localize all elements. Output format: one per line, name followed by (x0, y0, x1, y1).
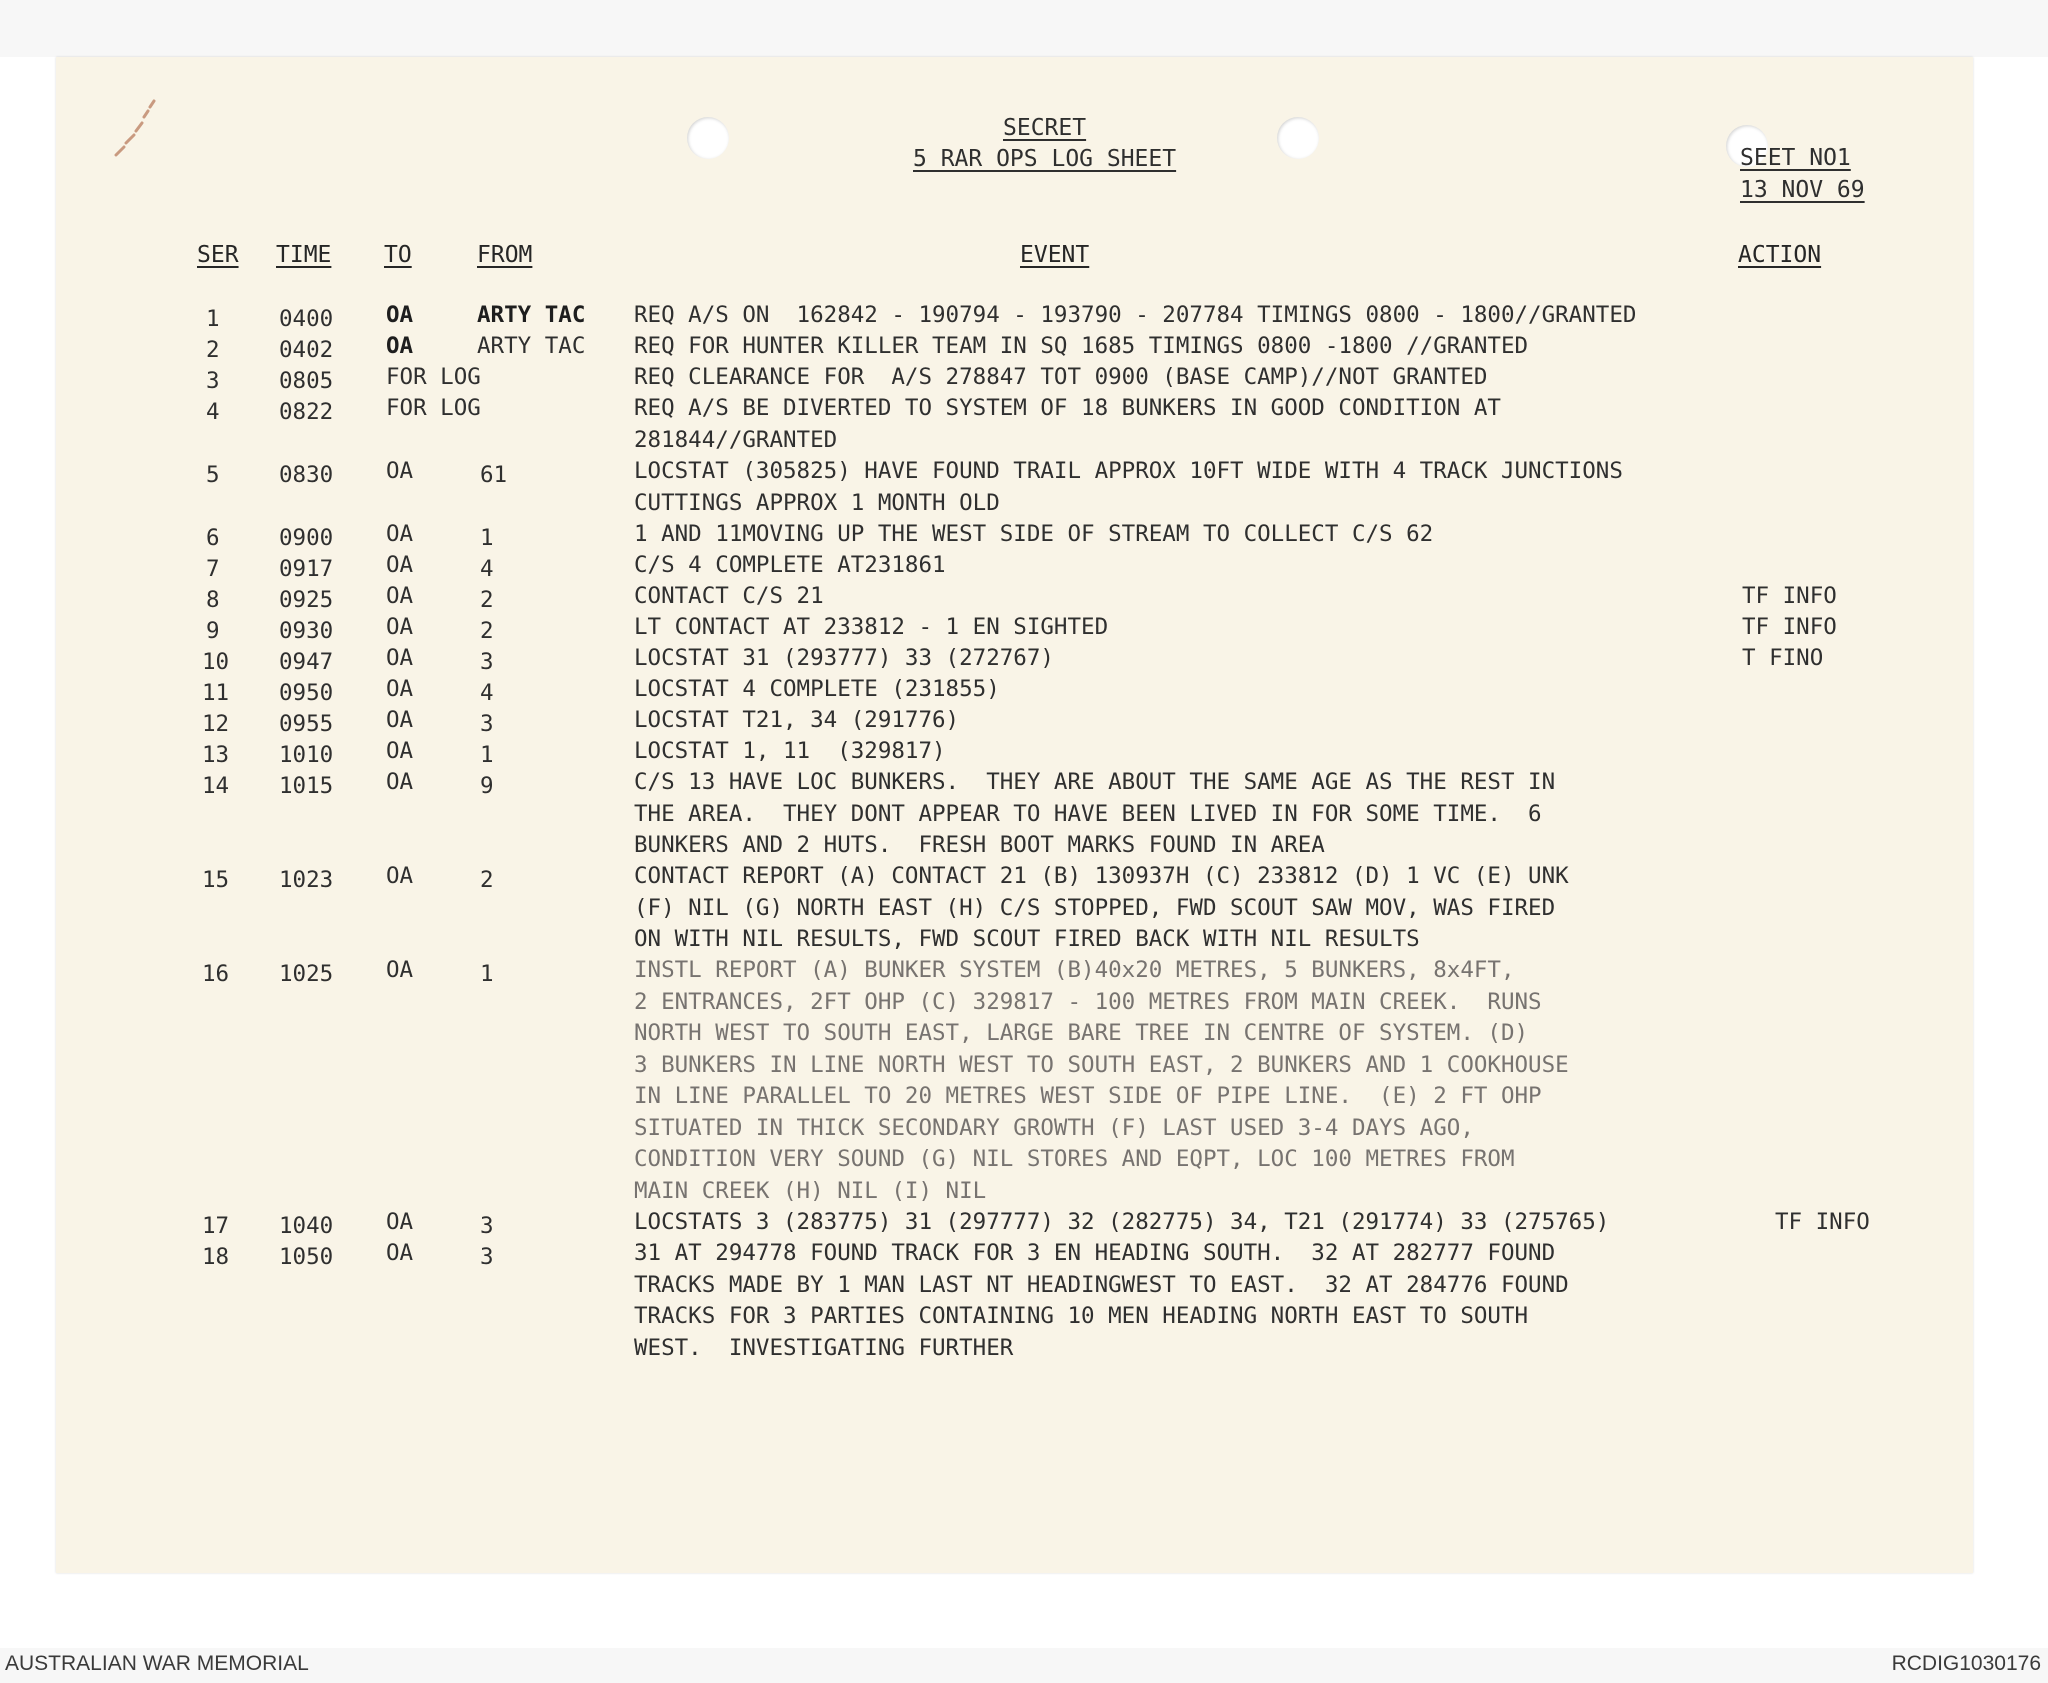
entry-time: 0822 (279, 399, 334, 425)
entry-from: 4 (480, 556, 494, 582)
entry-event-line: LOCSTATS 3 (283775) 31 (297777) 32 (282775) 34, T21 (291774) 33 (275765) (634, 1209, 1610, 1235)
entry-serial: 15 (202, 867, 230, 893)
footer-institution: AUSTRALIAN WAR MEMORIAL (5, 1652, 309, 1675)
punch-hole (1277, 117, 1319, 159)
entry-to: OA (386, 707, 414, 733)
entry-from: 3 (480, 711, 494, 737)
column-header-action: ACTION (1738, 242, 1822, 268)
entry-event-line: LT CONTACT AT 233812 - 1 EN SIGHTED (634, 614, 1109, 640)
entry-to: OA (386, 738, 414, 764)
column-header-to: TO (384, 242, 412, 268)
entry-time: 1023 (279, 867, 334, 893)
entry-from: 9 (480, 773, 494, 799)
entry-from: 3 (480, 1213, 494, 1239)
entry-to: OA (386, 458, 414, 484)
entry-event-line: 31 AT 294778 FOUND TRACK FOR 3 EN HEADING SOUTH. 32 AT 282777 FOUND (634, 1240, 1556, 1266)
entry-time: 0950 (279, 680, 334, 706)
entry-time: 0805 (279, 368, 334, 394)
entry-to: OA (386, 521, 414, 547)
entry-time: 0900 (279, 525, 334, 551)
entry-serial: 10 (202, 649, 230, 675)
entry-time: 0830 (279, 462, 334, 488)
entry-serial: 16 (202, 961, 230, 987)
entry-time: 0947 (279, 649, 334, 675)
entry-event-line: MAIN CREEK (H) NIL (I) NIL (634, 1177, 987, 1204)
entry-serial: 9 (206, 618, 220, 644)
entry-serial: 18 (202, 1244, 230, 1270)
entry-to: OA (386, 583, 414, 609)
entry-serial: 1 (206, 306, 220, 332)
entry-time: 1015 (279, 773, 334, 799)
entry-event-line: 2 ENTRANCES, 2FT OHP (C) 329817 - 100 METRES FROM MAIN CREEK. RUNS (634, 988, 1542, 1015)
entry-from: 2 (480, 587, 494, 613)
entry-to: OA (386, 614, 414, 640)
entry-event-line: C/S 4 COMPLETE AT231861 (634, 552, 946, 578)
entry-event-line: C/S 13 HAVE LOC BUNKERS. THEY ARE ABOUT THE SAME AGE AS THE REST IN (634, 769, 1556, 795)
entry-from: 61 (480, 462, 508, 488)
entry-event-line: CUTTINGS APPROX 1 MONTH OLD (634, 489, 1000, 516)
entry-serial: 3 (206, 368, 220, 394)
entry-event-line: TRACKS MADE BY 1 MAN LAST NT HEADINGWEST TO EAST. 32 AT 284776 FOUND (634, 1271, 1569, 1298)
entry-event-line: LOCSTAT T21, 34 (291776) (634, 707, 960, 733)
entry-from: 3 (480, 1244, 494, 1270)
entry-serial: 7 (206, 556, 220, 582)
entry-to: OA (386, 1209, 414, 1235)
entry-event-line: 1 AND 11MOVING UP THE WEST SIDE OF STREAM TO COLLECT C/S 62 (634, 521, 1434, 547)
entry-from: 1 (480, 961, 494, 987)
entry-event-line: LOCSTAT 1, 11 (329817) (634, 738, 946, 764)
entry-from: 1 (480, 525, 494, 551)
entry-to: OA (386, 1240, 414, 1266)
entry-event-line: 3 BUNKERS IN LINE NORTH WEST TO SOUTH EAST, 2 BUNKERS AND 1 COOKHOUSE (634, 1051, 1569, 1078)
entry-to: FOR LOG (386, 395, 481, 421)
punch-hole (687, 117, 729, 159)
entry-event-line: SITUATED IN THICK SECONDARY GROWTH (F) LAST USED 3-4 DAYS AGO, (634, 1114, 1474, 1141)
column-header-from: FROM (477, 242, 533, 268)
entry-to: OA (386, 863, 414, 889)
entry-time: 1025 (279, 961, 334, 987)
entry-event-line: TRACKS FOR 3 PARTIES CONTAINING 10 MEN HEADING NORTH EAST TO SOUTH (634, 1303, 1529, 1329)
entry-serial: 17 (202, 1213, 230, 1239)
entry-serial: 2 (206, 337, 220, 363)
entry-from: 3 (480, 649, 494, 675)
entry-to: OA (386, 552, 414, 578)
entry-to: OA (386, 333, 414, 359)
entry-serial: 11 (202, 680, 230, 706)
entry-serial: 6 (206, 525, 220, 551)
entry-event-line: CONDITION VERY SOUND (G) NIL STORES AND EQPT, LOC 100 METRES FROM (634, 1146, 1515, 1172)
entry-to: FOR LOG (386, 364, 481, 390)
entry-time: 1010 (279, 742, 334, 768)
entry-serial: 8 (206, 587, 220, 613)
entry-from: 2 (480, 618, 494, 644)
entry-time: 0917 (279, 556, 334, 582)
entry-to: OA (386, 769, 414, 795)
entry-event-line: REQ FOR HUNTER KILLER TEAM IN SQ 1685 TIMINGS 0800 -1800 //GRANTED (634, 333, 1529, 359)
entry-event-line: REQ A/S BE DIVERTED TO SYSTEM OF 18 BUNKERS IN GOOD CONDITION AT (634, 395, 1501, 421)
entry-event-line: LOCSTAT 31 (293777) 33 (272767) (634, 645, 1054, 671)
entry-to: OA (386, 645, 414, 671)
entry-to: OA (386, 676, 414, 702)
footer-record-id: RCDIG1030176 (1891, 1652, 2041, 1675)
sheet-number: SEET NO1 (1740, 145, 1851, 171)
entry-action: TF INFO (1742, 614, 1837, 640)
top-margin (0, 0, 2048, 57)
classification-marking: SECRET (1003, 115, 1087, 141)
entry-serial: 13 (202, 742, 230, 768)
pencil-mark-icon (112, 95, 158, 159)
entry-event-line: BUNKERS AND 2 HUTS. FRESH BOOT MARKS FOUND IN AREA (634, 832, 1325, 858)
entry-from: 1 (480, 742, 494, 768)
entry-from: ARTY TAC (477, 333, 586, 359)
sheet-date: 13 NOV 69 (1740, 177, 1865, 203)
entry-event-line: (F) NIL (G) NORTH EAST (H) C/S STOPPED, FWD SCOUT SAW MOV, WAS FIRED (634, 894, 1556, 921)
entry-event-line: NORTH WEST TO SOUTH EAST, LARGE BARE TREE IN CENTRE OF SYSTEM. (D) (634, 1020, 1529, 1046)
entry-event-line: IN LINE PARALLEL TO 20 METRES WEST SIDE OF PIPE LINE. (E) 2 FT OHP (634, 1083, 1542, 1109)
column-header-ser: SER (197, 242, 239, 268)
entry-event-line: LOCSTAT 4 COMPLETE (231855) (634, 676, 1000, 702)
entry-action: T FINO (1742, 645, 1824, 671)
entry-from: 2 (480, 867, 494, 893)
entry-event-line: ON WITH NIL RESULTS, FWD SCOUT FIRED BACK WITH NIL RESULTS (634, 926, 1420, 952)
entry-time: 0402 (279, 337, 334, 363)
entry-action: TF INFO (1775, 1209, 1870, 1235)
column-header-time: TIME (276, 242, 332, 268)
entry-event-line: REQ CLEARANCE FOR A/S 278847 TOT 0900 (BASE CAMP)//NOT GRANTED (634, 364, 1488, 390)
entry-to: OA (386, 302, 414, 328)
entry-time: 0400 (279, 306, 334, 332)
entry-time: 0925 (279, 587, 334, 613)
entry-event-line: INSTL REPORT (A) BUNKER SYSTEM (B)40x20 METRES, 5 BUNKERS, 8x4FT, (634, 957, 1515, 983)
entry-serial: 12 (202, 711, 230, 737)
entry-from: ARTY TAC (477, 302, 586, 328)
entry-action: TF INFO (1742, 583, 1837, 609)
column-header-event: EVENT (1020, 242, 1090, 268)
entry-time: 0930 (279, 618, 334, 644)
entry-serial: 14 (202, 773, 230, 799)
entry-time: 1050 (279, 1244, 334, 1270)
entry-event-line: 281844//GRANTED (634, 426, 838, 453)
entry-event-line: CONTACT REPORT (A) CONTACT 21 (B) 130937H (C) 233812 (D) 1 VC (E) UNK (634, 863, 1569, 889)
entry-event-line: REQ A/S ON 162842 - 190794 - 193790 - 207784 TIMINGS 0800 - 1800//GRANTED (634, 302, 1637, 328)
entry-event-line: LOCSTAT (305825) HAVE FOUND TRAIL APPROX 10FT WIDE WITH 4 TRACK JUNCTIONS (634, 458, 1623, 484)
entry-to: OA (386, 957, 414, 983)
page-title: 5 RAR OPS LOG SHEET (913, 146, 1177, 172)
entry-time: 1040 (279, 1213, 334, 1239)
entry-serial: 5 (206, 462, 220, 488)
entry-time: 0955 (279, 711, 334, 737)
entry-event-line: WEST. INVESTIGATING FURTHER (634, 1334, 1014, 1361)
entry-event-line: THE AREA. THEY DONT APPEAR TO HAVE BEEN LIVED IN FOR SOME TIME. 6 (634, 800, 1542, 827)
entry-serial: 4 (206, 399, 220, 425)
entry-from: 4 (480, 680, 494, 706)
entry-event-line: CONTACT C/S 21 (634, 583, 824, 609)
